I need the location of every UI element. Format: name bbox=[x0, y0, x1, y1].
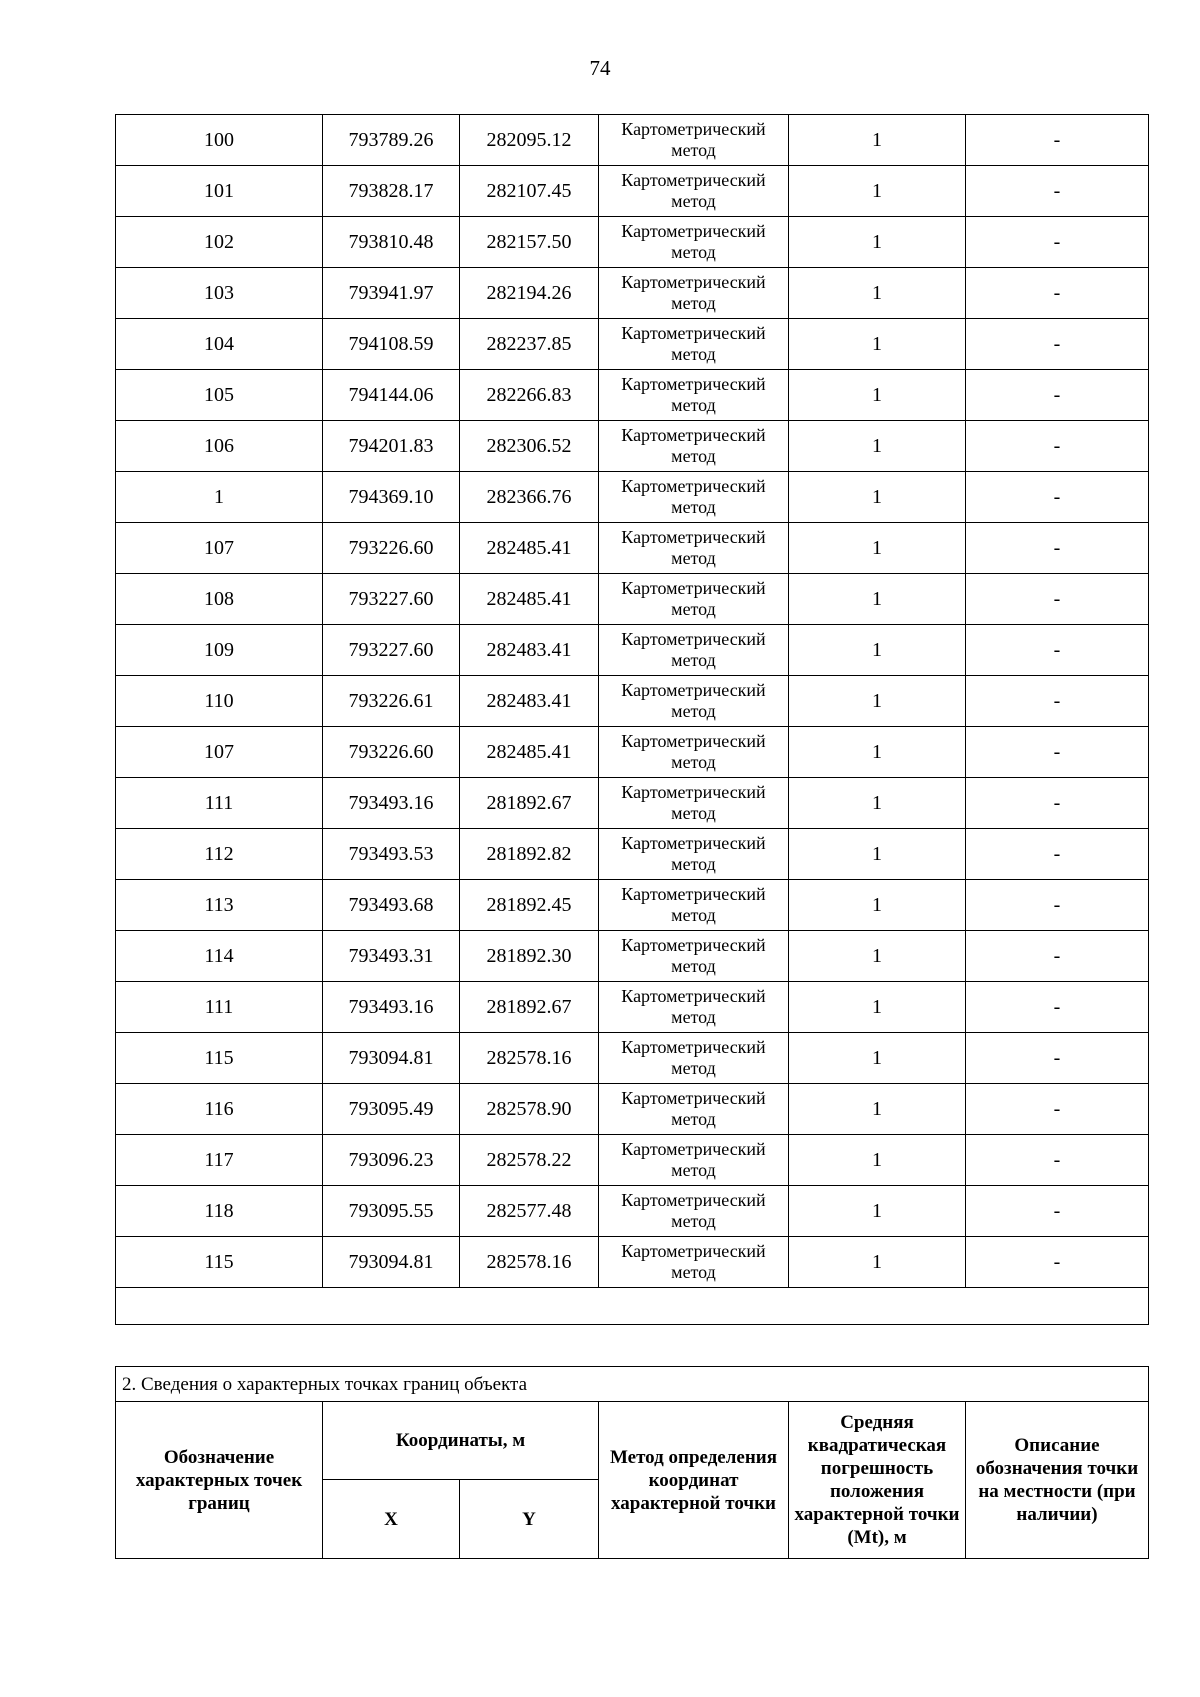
cell-error: 1 bbox=[789, 880, 966, 931]
cell-method: Картометрический метод bbox=[599, 115, 789, 166]
cell-y: 282266.83 bbox=[460, 370, 599, 421]
cell-point: 106 bbox=[116, 421, 323, 472]
cell-point: 101 bbox=[116, 166, 323, 217]
cell-method: Картометрический метод bbox=[599, 421, 789, 472]
table-row bbox=[116, 268, 1149, 319]
cell-method: Картометрический метод bbox=[599, 1135, 789, 1186]
header-method: Метод определения координат характерной точки bbox=[599, 1402, 789, 1559]
cell-y: 282485.41 bbox=[460, 727, 599, 778]
table-row bbox=[116, 115, 1149, 166]
cell-description: - bbox=[966, 1033, 1149, 1084]
cell-y: 282577.48 bbox=[460, 1186, 599, 1237]
cell-error: 1 bbox=[789, 370, 966, 421]
cell-x: 794144.06 bbox=[323, 370, 460, 421]
cell-error: 1 bbox=[789, 421, 966, 472]
cell-y: 282578.22 bbox=[460, 1135, 599, 1186]
cell-y: 282306.52 bbox=[460, 421, 599, 472]
cell-description: - bbox=[966, 217, 1149, 268]
table-row bbox=[116, 166, 1149, 217]
cell-point: 104 bbox=[116, 319, 323, 370]
cell-y: 282107.45 bbox=[460, 166, 599, 217]
cell-method: Картометрический метод bbox=[599, 574, 789, 625]
cell-x: 793095.55 bbox=[323, 1186, 460, 1237]
cell-y: 282483.41 bbox=[460, 676, 599, 727]
cell-method: Картометрический метод bbox=[599, 982, 789, 1033]
cell-x: 793226.60 bbox=[323, 523, 460, 574]
cell-method: Картометрический метод bbox=[599, 1084, 789, 1135]
cell-y: 281892.30 bbox=[460, 931, 599, 982]
table-row bbox=[116, 217, 1149, 268]
cell-x: 793493.68 bbox=[323, 880, 460, 931]
cell-error: 1 bbox=[789, 625, 966, 676]
cell-error: 1 bbox=[789, 931, 966, 982]
cell-description: - bbox=[966, 115, 1149, 166]
cell-method: Картометрический метод bbox=[599, 472, 789, 523]
cell-y: 282578.16 bbox=[460, 1033, 599, 1084]
table-row bbox=[116, 778, 1149, 829]
table-row bbox=[116, 982, 1149, 1033]
cell-error: 1 bbox=[789, 727, 966, 778]
cell-point: 111 bbox=[116, 778, 323, 829]
cell-error: 1 bbox=[789, 574, 966, 625]
cell-method: Картометрический метод bbox=[599, 319, 789, 370]
cell-x: 793226.60 bbox=[323, 727, 460, 778]
cell-x: 793941.97 bbox=[323, 268, 460, 319]
cell-x: 793493.16 bbox=[323, 778, 460, 829]
cell-y: 282485.41 bbox=[460, 574, 599, 625]
cell-error: 1 bbox=[789, 319, 966, 370]
cell-point: 115 bbox=[116, 1033, 323, 1084]
cell-description: - bbox=[966, 982, 1149, 1033]
cell-y: 282366.76 bbox=[460, 472, 599, 523]
cell-y: 281892.67 bbox=[460, 778, 599, 829]
cell-error: 1 bbox=[789, 268, 966, 319]
cell-method: Картометрический метод bbox=[599, 625, 789, 676]
blank-row bbox=[116, 1288, 1149, 1325]
cell-description: - bbox=[966, 268, 1149, 319]
cell-description: - bbox=[966, 1135, 1149, 1186]
cell-description: - bbox=[966, 421, 1149, 472]
cell-point: 1 bbox=[116, 472, 323, 523]
table-row bbox=[116, 1033, 1149, 1084]
cell-y: 282237.85 bbox=[460, 319, 599, 370]
cell-error: 1 bbox=[789, 523, 966, 574]
cell-x: 793095.49 bbox=[323, 1084, 460, 1135]
cell-description: - bbox=[966, 1237, 1149, 1288]
cell-description: - bbox=[966, 880, 1149, 931]
cell-y: 281892.67 bbox=[460, 982, 599, 1033]
cell-method: Картометрический метод bbox=[599, 880, 789, 931]
cell-y: 282194.26 bbox=[460, 268, 599, 319]
cell-point: 117 bbox=[116, 1135, 323, 1186]
cell-description: - bbox=[966, 931, 1149, 982]
cell-description: - bbox=[966, 1084, 1149, 1135]
cell-error: 1 bbox=[789, 829, 966, 880]
table-row bbox=[116, 676, 1149, 727]
cell-error: 1 bbox=[789, 1237, 966, 1288]
cell-point: 110 bbox=[116, 676, 323, 727]
cell-method: Картометрический метод bbox=[599, 727, 789, 778]
cell-error: 1 bbox=[789, 472, 966, 523]
cell-description: - bbox=[966, 778, 1149, 829]
cell-point: 102 bbox=[116, 217, 323, 268]
cell-description: - bbox=[966, 523, 1149, 574]
cell-description: - bbox=[966, 727, 1149, 778]
cell-error: 1 bbox=[789, 778, 966, 829]
cell-y: 282485.41 bbox=[460, 523, 599, 574]
cell-x: 794369.10 bbox=[323, 472, 460, 523]
cell-x: 793810.48 bbox=[323, 217, 460, 268]
cell-method: Картометрический метод bbox=[599, 1033, 789, 1084]
cell-method: Картометрический метод bbox=[599, 370, 789, 421]
cell-x: 793094.81 bbox=[323, 1033, 460, 1084]
cell-method: Картометрический метод bbox=[599, 1186, 789, 1237]
blank-cell bbox=[116, 1288, 1149, 1325]
section2-title: 2. Сведения о характерных точках границ объекта bbox=[116, 1367, 1149, 1402]
cell-y: 282578.90 bbox=[460, 1084, 599, 1135]
cell-description: - bbox=[966, 166, 1149, 217]
cell-x: 793226.61 bbox=[323, 676, 460, 727]
cell-x: 793227.60 bbox=[323, 574, 460, 625]
cell-method: Картометрический метод bbox=[599, 676, 789, 727]
cell-x: 793096.23 bbox=[323, 1135, 460, 1186]
cell-method: Картометрический метод bbox=[599, 931, 789, 982]
cell-error: 1 bbox=[789, 1033, 966, 1084]
table-row bbox=[116, 472, 1149, 523]
header-description: Описание обозначения точки на местности (при наличии) bbox=[966, 1402, 1149, 1559]
cell-point: 116 bbox=[116, 1084, 323, 1135]
table-row bbox=[116, 880, 1149, 931]
header-error: Средняя квадратическая погрешность положения характерной точки (Mt), м bbox=[789, 1402, 966, 1559]
table-row bbox=[116, 931, 1149, 982]
table-row bbox=[116, 523, 1149, 574]
cell-error: 1 bbox=[789, 1084, 966, 1135]
cell-y: 282095.12 bbox=[460, 115, 599, 166]
cell-point: 103 bbox=[116, 268, 323, 319]
cell-method: Картометрический метод bbox=[599, 166, 789, 217]
cell-error: 1 bbox=[789, 166, 966, 217]
cell-point: 107 bbox=[116, 523, 323, 574]
table-row bbox=[116, 1237, 1149, 1288]
cell-method: Картометрический метод bbox=[599, 1237, 789, 1288]
cell-point: 111 bbox=[116, 982, 323, 1033]
cell-error: 1 bbox=[789, 676, 966, 727]
cell-point: 112 bbox=[116, 829, 323, 880]
cell-point: 118 bbox=[116, 1186, 323, 1237]
cell-x: 793828.17 bbox=[323, 166, 460, 217]
cell-method: Картометрический метод bbox=[599, 778, 789, 829]
cell-description: - bbox=[966, 676, 1149, 727]
cell-error: 1 bbox=[789, 1135, 966, 1186]
cell-error: 1 bbox=[789, 217, 966, 268]
table-row bbox=[116, 421, 1149, 472]
cell-point: 108 bbox=[116, 574, 323, 625]
cell-method: Картометрический метод bbox=[599, 523, 789, 574]
cell-y: 281892.45 bbox=[460, 880, 599, 931]
cell-y: 281892.82 bbox=[460, 829, 599, 880]
cell-point: 113 bbox=[116, 880, 323, 931]
cell-x: 793493.53 bbox=[323, 829, 460, 880]
cell-x: 793094.81 bbox=[323, 1237, 460, 1288]
cell-description: - bbox=[966, 370, 1149, 421]
cell-point: 105 bbox=[116, 370, 323, 421]
cell-point: 109 bbox=[116, 625, 323, 676]
cell-description: - bbox=[966, 829, 1149, 880]
cell-description: - bbox=[966, 625, 1149, 676]
table-row bbox=[116, 319, 1149, 370]
cell-point: 107 bbox=[116, 727, 323, 778]
cell-error: 1 bbox=[789, 982, 966, 1033]
header-point-designation: Обозначение характерных точек границ bbox=[116, 1402, 323, 1559]
header-coordinates: Координаты, м bbox=[323, 1402, 599, 1480]
header-y: Y bbox=[460, 1480, 599, 1559]
cell-description: - bbox=[966, 319, 1149, 370]
cell-method: Картометрический метод bbox=[599, 268, 789, 319]
cell-description: - bbox=[966, 472, 1149, 523]
cell-x: 793493.31 bbox=[323, 931, 460, 982]
cell-x: 793493.16 bbox=[323, 982, 460, 1033]
cell-point: 100 bbox=[116, 115, 323, 166]
cell-y: 282483.41 bbox=[460, 625, 599, 676]
cell-point: 114 bbox=[116, 931, 323, 982]
cell-x: 794201.83 bbox=[323, 421, 460, 472]
cell-description: - bbox=[966, 574, 1149, 625]
cell-description: - bbox=[966, 1186, 1149, 1237]
table-row bbox=[116, 1084, 1149, 1135]
cell-error: 1 bbox=[789, 115, 966, 166]
section2-header-table bbox=[115, 1366, 1149, 1559]
cell-point: 115 bbox=[116, 1237, 323, 1288]
cell-x: 793789.26 bbox=[323, 115, 460, 166]
cell-x: 793227.60 bbox=[323, 625, 460, 676]
coordinates-table bbox=[115, 114, 1149, 1325]
table-row bbox=[116, 1186, 1149, 1237]
cell-y: 282578.16 bbox=[460, 1237, 599, 1288]
cell-method: Картометрический метод bbox=[599, 829, 789, 880]
cell-method: Картометрический метод bbox=[599, 217, 789, 268]
table-row bbox=[116, 829, 1149, 880]
table-row bbox=[116, 1135, 1149, 1186]
cell-x: 794108.59 bbox=[323, 319, 460, 370]
table-row bbox=[116, 574, 1149, 625]
table-row bbox=[116, 625, 1149, 676]
cell-y: 282157.50 bbox=[460, 217, 599, 268]
cell-error: 1 bbox=[789, 1186, 966, 1237]
page-number: 74 bbox=[589, 56, 611, 80]
table-row bbox=[116, 370, 1149, 421]
header-x: X bbox=[323, 1480, 460, 1559]
table-row bbox=[116, 727, 1149, 778]
